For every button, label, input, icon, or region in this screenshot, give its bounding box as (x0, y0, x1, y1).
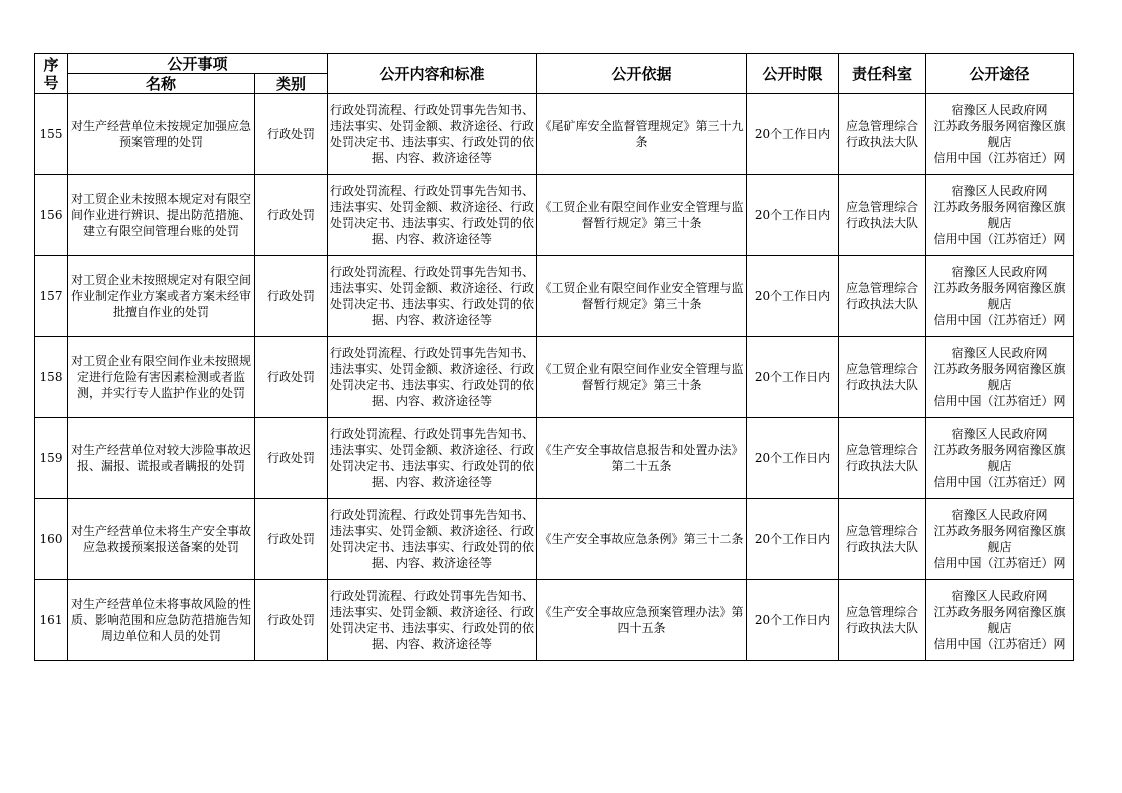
header-matter: 公开事项 (68, 54, 328, 74)
row-channels: 宿豫区人民政府网 江苏政务服务网宿豫区旗舰店 信用中国（江苏宿迁）网 (926, 418, 1074, 499)
row-content: 行政处罚流程、行政处罚事先告知书、违法事实、处罚金额、救济途径、行政处罚决定书、违法事实、行政处罚的依据、内容、救济途径等 (328, 175, 537, 256)
row-name: 对生产经营单位未将生产安全事故应急救援预案报送备案的处罚 (68, 499, 255, 580)
row-content: 行政处罚流程、行政处罚事先告知书、违法事实、处罚金额、救济途径、行政处罚决定书、违法事实、行政处罚的依据、内容、救济途径等 (328, 580, 537, 661)
disclosure-table (34, 53, 1074, 661)
table-body (35, 94, 1074, 661)
header-name: 名称 (68, 74, 255, 94)
row-time-limit: 20个工作日内 (747, 256, 839, 337)
row-basis: 《工贸企业有限空间作业安全管理与监督暂行规定》第三十条 (537, 175, 747, 256)
row-category: 行政处罚 (255, 337, 328, 418)
row-time-limit: 20个工作日内 (747, 94, 839, 175)
row-name: 对生产经营单位未按规定加强应急预案管理的处罚 (68, 94, 255, 175)
row-name: 对工贸企业有限空间作业未按照规定进行危险有害因素检测或者监测，并实行专人监护作业的处罚 (68, 337, 255, 418)
table-row (35, 256, 1074, 337)
row-dept: 应急管理综合行政执法大队 (839, 256, 926, 337)
row-channels: 宿豫区人民政府网 江苏政务服务网宿豫区旗舰店 信用中国（江苏宿迁）网 (926, 94, 1074, 175)
row-dept: 应急管理综合行政执法大队 (839, 418, 926, 499)
row-dept: 应急管理综合行政执法大队 (839, 499, 926, 580)
row-basis: 《工贸企业有限空间作业安全管理与监督暂行规定》第三十条 (537, 256, 747, 337)
row-time-limit: 20个工作日内 (747, 418, 839, 499)
row-basis: 《生产安全事故信息报告和处置办法》第二十五条 (537, 418, 747, 499)
row-content: 行政处罚流程、行政处罚事先告知书、违法事实、处罚金额、救济途径、行政处罚决定书、违法事实、行政处罚的依据、内容、救济途径等 (328, 337, 537, 418)
table-row (35, 94, 1074, 175)
row-content: 行政处罚流程、行政处罚事先告知书、违法事实、处罚金额、救济途径、行政处罚决定书、违法事实、行政处罚的依据、内容、救济途径等 (328, 418, 537, 499)
row-time-limit: 20个工作日内 (747, 337, 839, 418)
table-row (35, 499, 1074, 580)
row-category: 行政处罚 (255, 499, 328, 580)
table-row (35, 580, 1074, 661)
row-category: 行政处罚 (255, 418, 328, 499)
row-time-limit: 20个工作日内 (747, 175, 839, 256)
header-basis: 公开依据 (537, 54, 747, 94)
row-basis: 《生产安全事故应急条例》第三十二条 (537, 499, 747, 580)
row-seq: 159 (35, 418, 68, 499)
row-name: 对生产经营单位未将事故风险的性质、影响范围和应急防范措施告知周边单位和人员的处罚 (68, 580, 255, 661)
header-channels: 公开途径 (926, 54, 1074, 94)
row-basis: 《工贸企业有限空间作业安全管理与监督暂行规定》第三十条 (537, 337, 747, 418)
row-content: 行政处罚流程、行政处罚事先告知书、违法事实、处罚金额、救济途径、行政处罚决定书、违法事实、行政处罚的依据、内容、救济途径等 (328, 256, 537, 337)
row-seq: 155 (35, 94, 68, 175)
header-seq: 序 号 (35, 54, 68, 94)
row-time-limit: 20个工作日内 (747, 499, 839, 580)
row-channels: 宿豫区人民政府网 江苏政务服务网宿豫区旗舰店 信用中国（江苏宿迁）网 (926, 175, 1074, 256)
table-row (35, 175, 1074, 256)
row-category: 行政处罚 (255, 94, 328, 175)
row-channels: 宿豫区人民政府网 江苏政务服务网宿豫区旗舰店 信用中国（江苏宿迁）网 (926, 256, 1074, 337)
row-channels: 宿豫区人民政府网 江苏政务服务网宿豫区旗舰店 信用中国（江苏宿迁）网 (926, 337, 1074, 418)
row-name: 对工贸企业未按照本规定对有限空间作业进行辨识、提出防范措施、建立有限空间管理台账的处罚 (68, 175, 255, 256)
row-dept: 应急管理综合行政执法大队 (839, 94, 926, 175)
row-category: 行政处罚 (255, 175, 328, 256)
row-time-limit: 20个工作日内 (747, 580, 839, 661)
row-name: 对工贸企业未按照规定对有限空间作业制定作业方案或者方案未经审批擅自作业的处罚 (68, 256, 255, 337)
table-row (35, 337, 1074, 418)
row-content: 行政处罚流程、行政处罚事先告知书、违法事实、处罚金额、救济途径、行政处罚决定书、违法事实、行政处罚的依据、内容、救济途径等 (328, 499, 537, 580)
table-row (35, 418, 1074, 499)
row-seq: 158 (35, 337, 68, 418)
row-content: 行政处罚流程、行政处罚事先告知书、违法事实、处罚金额、救济途径、行政处罚决定书、违法事实、行政处罚的依据、内容、救济途径等 (328, 94, 537, 175)
row-category: 行政处罚 (255, 580, 328, 661)
row-dept: 应急管理综合行政执法大队 (839, 175, 926, 256)
header-dept: 责任科室 (839, 54, 926, 94)
row-basis: 《生产安全事故应急预案管理办法》第四十五条 (537, 580, 747, 661)
header-time-limit: 公开时限 (747, 54, 839, 94)
header-category: 类别 (255, 74, 328, 94)
row-seq: 156 (35, 175, 68, 256)
header-content: 公开内容和标准 (328, 54, 537, 94)
row-name: 对生产经营单位对较大涉险事故迟报、漏报、谎报或者瞒报的处罚 (68, 418, 255, 499)
row-channels: 宿豫区人民政府网 江苏政务服务网宿豫区旗舰店 信用中国（江苏宿迁）网 (926, 580, 1074, 661)
row-category: 行政处罚 (255, 256, 328, 337)
row-dept: 应急管理综合行政执法大队 (839, 337, 926, 418)
row-channels: 宿豫区人民政府网 江苏政务服务网宿豫区旗舰店 信用中国（江苏宿迁）网 (926, 499, 1074, 580)
row-seq: 157 (35, 256, 68, 337)
row-seq: 160 (35, 499, 68, 580)
row-seq: 161 (35, 580, 68, 661)
row-basis: 《尾矿库安全监督管理规定》第三十九条 (537, 94, 747, 175)
row-dept: 应急管理综合行政执法大队 (839, 580, 926, 661)
